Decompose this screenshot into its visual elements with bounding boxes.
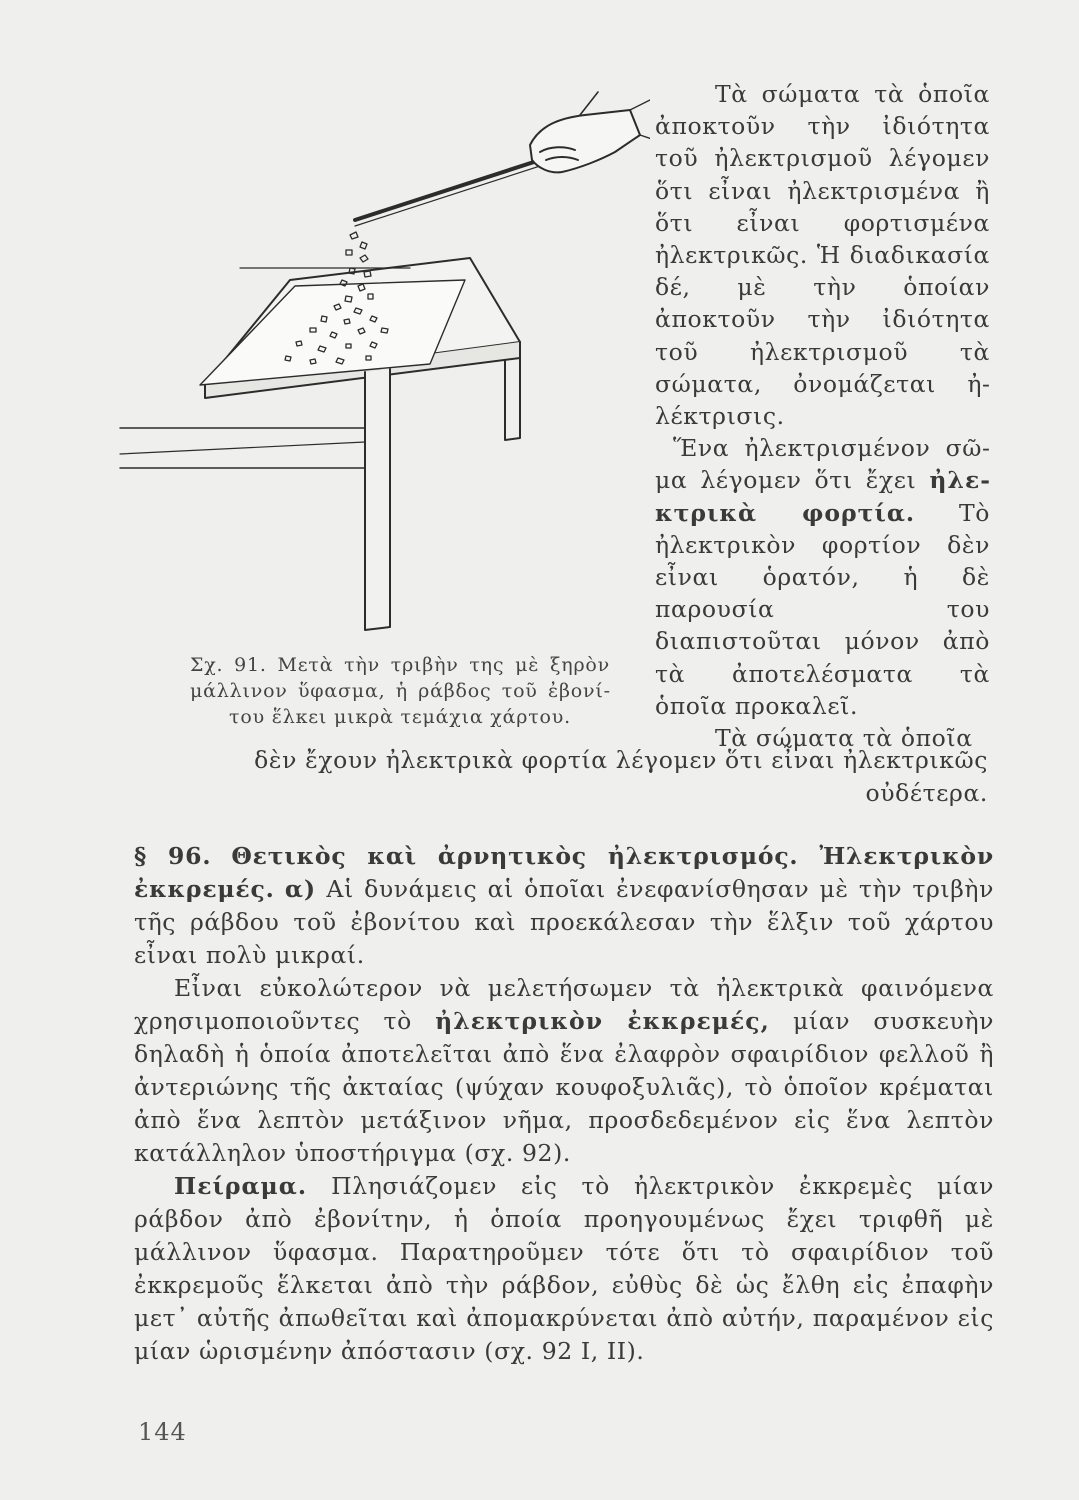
paragraph [655,432,990,722]
section-title: Θετικὸς καὶ ἀρνητικὸς ἠλεκτρισμός. Ἠλεκτρικὸν ἐκκρεμές. [134,842,994,903]
figure-caption: Σχ. 91. Μετὰ τὴν τριβὴν της μὲ ξηρὸν μάλλινον ὕφασμα, ἡ ράβδος τοῦ ἐβονίτου ἕλκει μικρὰ τεμάχια χάρτου. [190,654,610,728]
paragraph [134,1170,994,1368]
bold-term: ἠλεκτρικὰ φορτία. [655,466,990,527]
paragraph-continuation: δὲν ἔχουν ἠλεκτρικὰ φορτία λέγομεν ὅτι εἶναι ἠλεκτρικῶς οὐδέτερα. [254,746,988,807]
text-run: μίαν συσκευὴν δηλαδὴ ἡ ὁποία ἀποτελεῖται ἀπὸ ἕνα ἐλαφρὸν σφαιρίδιον φελλοῦ ἢ ἀντεριώνης τῆς ἀκταίας (ψύχαν κουφοξυλιᾶς), τὸ ὁποῖον κρέμαται ἀπὸ ἕνα λεπτὸν μετάξινον νῆμα, προσδεδεμένον εἰς ἕνα λεπτὸν κατάλληλον ὑποστήριγμα (σχ. 92). [134,1007,995,1167]
text-run: Εἶναι εὐκολώτερον νὰ μελετήσωμεν τὰ ἠλεκτρικὰ φαινόμενα χρησιμοποιοῦντες τὸ [134,974,994,1035]
section-96 [134,840,994,1368]
figure-91 [110,80,650,680]
experiment-label: Πείραμα. [174,1172,308,1200]
text-run: Αἱ δυνάμεις αἱ ὁποῖαι ἐνεφανίσθησαν μὲ τὴν τριβὴν τῆς ράβδου τοῦ ἐβονίτου καὶ προεκάλεσαν τὴν ἕλξιν τοῦ χάρτου εἶναι πολὺ μικραί. [134,875,994,969]
right-column-text [655,78,990,754]
page-number: 144 [138,1418,187,1446]
bold-term: ἠλεκτρικὸν ἐκκρεμές, [435,1007,770,1035]
closing-text [134,744,994,810]
item-label: α) [284,875,317,903]
text-run: Πλησιάζομεν εἰς τὸ ἠλεκτρικὸν ἐκκρεμὲς μίαν ράβδον ἀπὸ ἐβονίτην, ἡ ὁποία προηγουμένως ἔχει τριφθῆ μὲ μάλλινον ὕφασμα. Παρατηροῦμεν τότε ὅτι τὸ σφαιρίδιον τοῦ ἐκκρεμοῦς ἕλκεται ἀπὸ τὴν ράβδον, εὐθὺς δὲ ὡς ἔλθη εἰς ἐπαφὴν μετ᾽ αὐτῆς ἀπωθεῖται καὶ ἀπομακρύνεται ἀπὸ αὐτήν, παραμένον εἰς μίαν ὡρισμένην ἀπόστασιν (σχ. 92 Ι, ΙΙ). [134,1172,994,1365]
text-run: Τὸ ἠλεκτρικὸν φορτίον δὲν εἶναι ὁρατόν, ἡ δὲ παρουσία του διαπιστοῦται μόνον ἀπὸ τὰ ἀποτελέσματα τὰ ὁποῖα προκαλεῖ. [655,498,990,720]
hand-rod-table-illustration [110,80,650,680]
section-number: § 96. [134,842,212,870]
paragraph: Τὰ σώματα τὰ ὁποῖα [715,724,973,753]
paragraph: Τὰ σώματα τὰ ὁποῖα ἀποκτοῦν τὴν ἰδιότητα τοῦ ἠλεκτρισμοῦ λέγομεν ὅτι εἶναι ἠλεκτρισμένα ἢ ὅτι εἶναι φορτισμένα ἠλεκτρικῶς. Ἡ διαδικασία δέ, μὲ τὴν ὁποίαν ἀποκτοῦν τὴν ἰδιότητα τοῦ ἠλεκτρισμοῦ τὰ σώματα, ὀνομάζεται ἠλέκτρισις. [655,80,990,431]
paragraph [134,972,994,1170]
text-run: Ἕνα ἠλεκτρισμένον σῶμα λέγομεν ὅτι ἔχει [655,434,990,495]
section-heading-paragraph [134,840,994,972]
